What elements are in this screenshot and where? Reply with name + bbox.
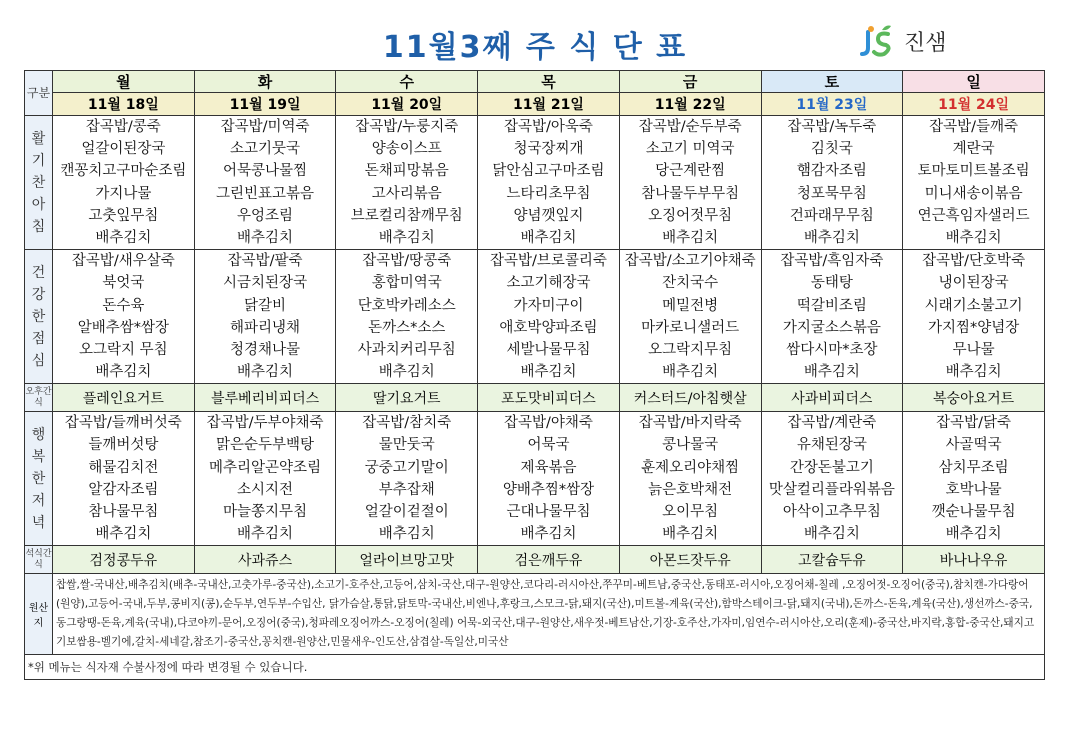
- origin-text: 찹쌀,쌀-국내산,배추김치(배추-국내산,고춧가루-중국산),소고기-호주산,고등어,삼치-국산,대구-원양산,코다리-러시아산,쭈꾸미-베트남,중국산,동태포-러시아,오징어채-칠레 ,오징어젓-오징어(중국),참치캔-가다랑어(원양),고등어-국내,두부,콩비지(콩),순두부,연두부-수입산, 닭가슴살,통닭,닭토막-국내산,비엔나,후랑크,스모크-닭,돼지(국산),미트볼-계육(국산),함박스테이크-닭,돼지(국내),돈까스-돈육,계육(국산),생선까스-중국,동그랑땡-돈육,계육(국내),다코야끼-문어,오징어(중국),청파레오징어까스-오징어(칠레) 어묵-외국산,대구-원양산,새우젓-베트남산,기장-호주산,가자미,임연수-러시아산,오리(훈제)-중국산,바지락,홍합-중국산,돼지고기보쌈용-벨기에,갈치-세네갈,참조기-중국산,꽁치캔-원양산,민물새우-인도산,삼겹살-독일산,미국산: [53, 574, 1045, 655]
- afternoon-snack-wed: 딸기요거트: [336, 384, 478, 412]
- date-tue: 11월 19일: [194, 93, 336, 116]
- page-title: 11월3째 주 식 단 표: [382, 30, 688, 65]
- lunch-row: [25, 250, 1045, 384]
- day-sun: 일: [903, 71, 1045, 93]
- night-snack-tue: 사과쥬스: [194, 546, 336, 574]
- day-mon: 월: [53, 71, 195, 93]
- day-thu: 목: [478, 71, 620, 93]
- dinner-wed: 잡곡밥/참치죽 물만둣국 궁중고기말이 부추잡채 얼갈이겉절이 배추김치: [336, 412, 478, 546]
- dinner-label: 행복한저녁: [25, 412, 53, 546]
- breakfast-fri: 잡곡밥/순두부죽 소고기 미역국 당근계란찜 참나물두부무침 오징어젓무침 배추김치: [619, 116, 761, 250]
- breakfast-label: 활기찬아침: [25, 116, 53, 250]
- night-snack-label: 석식간식: [25, 546, 53, 574]
- day-tue: 화: [194, 71, 336, 93]
- afternoon-snack-sat: 사과비피더스: [761, 384, 903, 412]
- afternoon-snack-tue: 블루베리비피더스: [194, 384, 336, 412]
- lunch-label: 건강한점심: [25, 250, 53, 384]
- brand-logo-icon: [858, 24, 894, 58]
- lunch-mon: 잡곡밥/새우살죽 북엇국 돈수육 알배추쌈*쌈장 오그락지 무침 배추김치: [53, 250, 195, 384]
- dinner-tue: 잡곡밥/두부야채죽 맑은순두부백탕 메추리알곤약조림 소시지전 마늘쫑지무침 배추김치: [194, 412, 336, 546]
- night-snack-wed: 얼라이브망고맛: [336, 546, 478, 574]
- date-sun: 11월 24일: [903, 93, 1045, 116]
- night-snack-row: [25, 546, 1045, 574]
- date-sat: 11월 23일: [761, 93, 903, 116]
- night-snack-fri: 아몬드잣두유: [619, 546, 761, 574]
- afternoon-snack-label: 오후간식: [25, 384, 53, 412]
- dinner-fri: 잡곡밥/바지락죽 콩나물국 훈제오리야채찜 늙은호박채전 오이무침 배추김치: [619, 412, 761, 546]
- corner-label: 구분: [25, 71, 53, 116]
- header-row-dates: [25, 93, 1045, 116]
- breakfast-mon: 잡곡밥/콩죽 얼갈이된장국 캔꽁치고구마순조림 가지나물 고춧잎무침 배추김치: [53, 116, 195, 250]
- day-wed: 수: [336, 71, 478, 93]
- dinner-sat: 잡곡밥/계란죽 유채된장국 간장돈불고기 맛살컬리플라워볶음 아삭이고추무침 배추김치: [761, 412, 903, 546]
- header-row-days: [25, 71, 1045, 93]
- dinner-sun: 잡곡밥/닭죽 사골떡국 삼치무조림 호박나물 깻순나물무침 배추김치: [903, 412, 1045, 546]
- origin-label: 원산지: [25, 574, 53, 655]
- brand-logo: [858, 20, 1008, 60]
- breakfast-row: [25, 116, 1045, 250]
- night-snack-sun: 바나나우유: [903, 546, 1045, 574]
- date-wed: 11월 20일: [336, 93, 478, 116]
- lunch-sat: 잡곡밥/흑임자죽 동태탕 떡갈비조림 가지굴소스볶음 쌈다시마*초장 배추김치: [761, 250, 903, 384]
- menu-table: [24, 70, 1045, 680]
- dinner-mon: 잡곡밥/들깨버섯죽 들깨버섯탕 해물김치전 알감자조림 참나물무침 배추김치: [53, 412, 195, 546]
- breakfast-tue: 잡곡밥/미역죽 소고기뭇국 어묵콩나물찜 그린빈표고볶음 우엉조림 배추김치: [194, 116, 336, 250]
- date-fri: 11월 22일: [619, 93, 761, 116]
- breakfast-sat: 잡곡밥/녹두죽 김칫국 햄감자조림 청포묵무침 건파래무무침 배추김치: [761, 116, 903, 250]
- date-thu: 11월 21일: [478, 93, 620, 116]
- afternoon-snack-thu: 포도맛비피더스: [478, 384, 620, 412]
- notice-text: *위 메뉴는 식자재 수불사정에 따라 변경될 수 있습니다.: [25, 655, 1045, 680]
- night-snack-sat: 고칼슘두유: [761, 546, 903, 574]
- brand-name: 진샘: [904, 31, 947, 56]
- day-sat: 토: [761, 71, 903, 93]
- lunch-thu: 잡곡밥/브로콜리죽 소고기해장국 가자미구이 애호박양파조림 세발나물무침 배추김치: [478, 250, 620, 384]
- lunch-sun: 잡곡밥/단호박죽 냉이된장국 시래기소불고기 가지찜*양념장 무나물 배추김치: [903, 250, 1045, 384]
- dinner-row: [25, 412, 1045, 546]
- lunch-wed: 잡곡밥/땅콩죽 홍합미역국 단호박카레소스 돈까스*소스 사과치커리무침 배추김치: [336, 250, 478, 384]
- night-snack-mon: 검정콩두유: [53, 546, 195, 574]
- afternoon-snack-mon: 플레인요거트: [53, 384, 195, 412]
- breakfast-thu: 잡곡밥/아욱죽 청국장찌개 닭안심고구마조림 느타리초무침 양념깻잎지 배추김치: [478, 116, 620, 250]
- afternoon-snack-fri: 커스터드/아침햇살: [619, 384, 761, 412]
- note-row: [25, 655, 1045, 680]
- breakfast-sun: 잡곡밥/들깨죽 계란국 토마토미트볼조림 미니새송이볶음 연근흑임자샐러드 배추김치: [903, 116, 1045, 250]
- origin-row: [25, 574, 1045, 655]
- night-snack-thu: 검은깨두유: [478, 546, 620, 574]
- lunch-fri: 잡곡밥/소고기야채죽 잔치국수 메밀전병 마카로니샐러드 오그락지무침 배추김치: [619, 250, 761, 384]
- breakfast-wed: 잡곡밥/누룽지죽 양송이스프 돈채피망볶음 고사리볶음 브로컬리참깨무침 배추김치: [336, 116, 478, 250]
- date-mon: 11월 18일: [53, 93, 195, 116]
- afternoon-snack-sun: 복숭아요거트: [903, 384, 1045, 412]
- dinner-thu: 잡곡밥/야채죽 어묵국 제육볶음 양배추찜*쌈장 근대나물무침 배추김치: [478, 412, 620, 546]
- day-fri: 금: [619, 71, 761, 93]
- afternoon-snack-row: [25, 384, 1045, 412]
- lunch-tue: 잡곡밥/팥죽 시금치된장국 닭갈비 해파리냉채 청경채나물 배추김치: [194, 250, 336, 384]
